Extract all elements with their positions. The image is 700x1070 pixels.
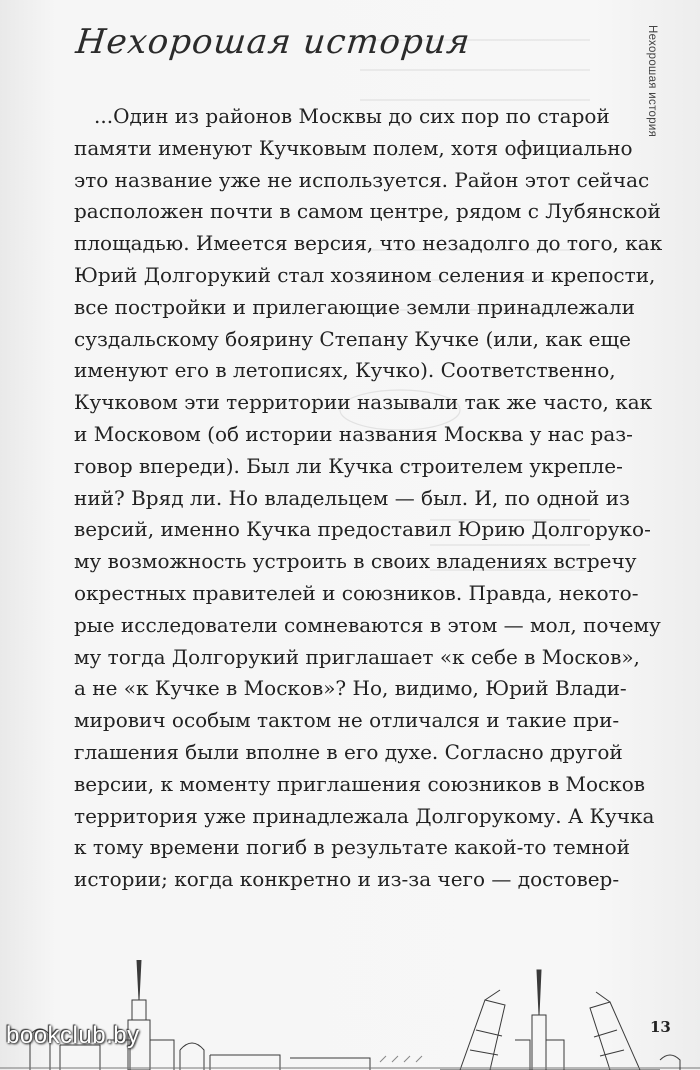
- text-line: Кучковом эти территории называли так же часто, как: [74, 390, 653, 415]
- text-line: все постройки и прилегающие земли принадлежали: [74, 294, 635, 319]
- text-line: площадью. Имеется версия, что незадолго до того, как: [74, 231, 663, 256]
- text-line: территория уже принадлежала Долгорукому. А Кучка: [74, 803, 655, 828]
- text-line: окрестных правителей и союзников. Правда, некото-: [74, 580, 639, 605]
- text-line: глашения были вполне в его духе. Согласно другой: [74, 739, 623, 764]
- text-line: ...Один из районов Москвы до сих пор по старой: [94, 104, 610, 128]
- text-line: мирович особым тактом не отличался и такие при-: [74, 708, 620, 733]
- text-line: это название уже не используется. Район этот сейчас: [74, 167, 650, 192]
- page-number: 13: [650, 1018, 671, 1036]
- text-line: и Московом (об истории названия Москва у нас раз-: [74, 421, 633, 446]
- text-line: ний? Вряд ли. Но владельцем — был. И, по одной из: [74, 485, 630, 510]
- text-line: расположен почти в самом центре, рядом с Лубянской: [74, 199, 661, 224]
- text-line: му возможность устроить в своих владениях встречу: [74, 549, 637, 574]
- body-text: [74, 101, 663, 896]
- text-line: Юрий Долгорукий стал хозяином селения и крепости,: [74, 262, 656, 287]
- text-line: истории; когда конкретно и из-за чего — достовер-: [74, 867, 620, 892]
- text-line: версии, к моменту приглашения союзников в Москов: [74, 771, 645, 796]
- text-line: именуют его в летописях, Кучко). Соответственно,: [74, 358, 616, 383]
- text-line: рые исследователи сомневаются в этом — мол, почему: [74, 612, 661, 637]
- text-line: памяти именуют Кучковым полем, хотя официально: [74, 135, 633, 160]
- text-line: а не «к Кучке в Москов»? Но, видимо, Юрий Влади-: [74, 676, 627, 701]
- text-line: говор впереди). Был ли Кучка строителем укрепле-: [74, 453, 623, 478]
- text-line: к тому времени погиб в результате какой-то темной: [74, 835, 630, 860]
- running-header: Нехорошая история: [646, 25, 658, 138]
- watermark: bookclub.by: [6, 1022, 140, 1049]
- text-line: суздальскому боярину Степану Кучке (или, как еще: [74, 326, 631, 351]
- text-line: версий, именно Кучка предоставил Юрию Долгоруко-: [74, 517, 651, 542]
- chapter-title: Нехорошая история: [73, 22, 473, 62]
- text-line: му тогда Долгорукий приглашает «к себе в Москов»,: [74, 644, 640, 669]
- skyline-illustration: [0, 960, 700, 1070]
